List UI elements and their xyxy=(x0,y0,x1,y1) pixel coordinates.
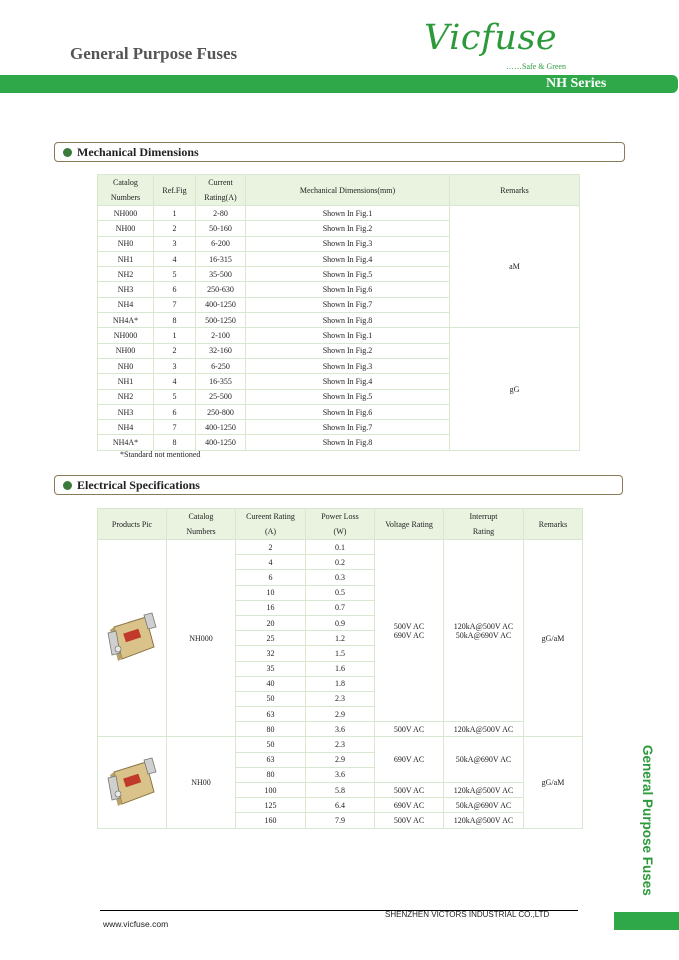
table-cell: NH00 xyxy=(98,221,154,236)
table-cell: NH4A* xyxy=(98,313,154,328)
col-catalog-numbers: Catalog Numbers xyxy=(167,509,236,540)
table-cell: 6 xyxy=(236,570,306,585)
table-row xyxy=(98,540,583,555)
table-cell: 4 xyxy=(236,555,306,570)
brand-logo: Vicfuse xyxy=(424,18,558,58)
table-cell: 32-160 xyxy=(196,343,246,358)
table-cell: Shown In Fig.7 xyxy=(246,420,450,435)
side-tab-label: General Purpose Fuses xyxy=(640,745,655,896)
table-cell: NH0 xyxy=(98,358,154,373)
interrupt-value: 50kA@690V AC xyxy=(455,630,512,640)
catalog-cell: NH00 xyxy=(167,737,236,828)
table-cell: 40 xyxy=(236,676,306,691)
table-cell: 0.7 xyxy=(306,600,375,615)
remarks-cell: aM xyxy=(450,206,580,328)
table-cell: 500-1250 xyxy=(196,313,246,328)
voltage-cell: 500V AC xyxy=(375,813,444,828)
table-cell: 6 xyxy=(154,282,196,297)
table-cell: 160 xyxy=(236,813,306,828)
table-cell: 1 xyxy=(154,328,196,343)
section-heading: Mechanical Dimensions xyxy=(77,145,199,159)
col-products-pic: Products Pic xyxy=(98,509,167,540)
table-cell: 4 xyxy=(154,251,196,266)
section-electrical-specifications xyxy=(54,475,623,495)
table-cell: 10 xyxy=(236,585,306,600)
voltage-cell: 500V AC xyxy=(375,722,444,737)
table-cell: 25-500 xyxy=(196,389,246,404)
table-cell: 63 xyxy=(236,752,306,767)
table-row xyxy=(98,737,583,752)
col-voltage-rating: Voltage Rating xyxy=(375,509,444,540)
table-cell: 2 xyxy=(236,540,306,555)
table-cell: 80 xyxy=(236,722,306,737)
col-current-rating: Current Rating(A) xyxy=(196,175,246,206)
table-cell: 8 xyxy=(154,435,196,450)
table-cell: 100 xyxy=(236,783,306,798)
table-cell: 32 xyxy=(236,646,306,661)
bullet-icon xyxy=(63,148,72,157)
col-power-loss: Power Loss (W) xyxy=(306,509,375,540)
table-cell: 0.2 xyxy=(306,555,375,570)
fuse-product-icon xyxy=(106,609,158,667)
section-mechanical-dimensions xyxy=(54,142,625,162)
table-cell: 2.9 xyxy=(306,752,375,767)
table-cell: 1 xyxy=(154,206,196,221)
interrupt-cell: 120kA@500V AC xyxy=(444,722,524,737)
table-cell: 6-250 xyxy=(196,358,246,373)
table-cell: 250-630 xyxy=(196,282,246,297)
page-title: General Purpose Fuses xyxy=(70,44,238,63)
table-cell: 50-160 xyxy=(196,221,246,236)
table-cell: 20 xyxy=(236,615,306,630)
table-cell: 5 xyxy=(154,389,196,404)
col-mechanical-dimensions: Mechanical Dimensions(mm) xyxy=(246,175,450,206)
interrupt-value: 120kA@500V AC xyxy=(453,621,514,631)
table-cell: 6.4 xyxy=(306,798,375,813)
table-cell: 4 xyxy=(154,374,196,389)
table-row xyxy=(98,328,580,343)
voltage-cell: 690V AC xyxy=(375,737,444,783)
table-cell: 400-1250 xyxy=(196,297,246,312)
voltage-cell xyxy=(375,540,444,722)
table-cell: NH4 xyxy=(98,420,154,435)
table-cell: Shown In Fig.3 xyxy=(246,236,450,251)
table-row xyxy=(98,206,580,221)
table-cell: 0.1 xyxy=(306,540,375,555)
table-cell: 400-1250 xyxy=(196,420,246,435)
interrupt-cell: 50kA@690V AC xyxy=(444,798,524,813)
voltage-value: 500V AC xyxy=(393,621,425,631)
table-cell: 16-315 xyxy=(196,251,246,266)
table-cell: 3 xyxy=(154,358,196,373)
table-header-row xyxy=(98,509,583,540)
table-cell: 3.6 xyxy=(306,767,375,782)
table-cell: 2 xyxy=(154,221,196,236)
table-cell: NH4 xyxy=(98,297,154,312)
table-cell: 1.8 xyxy=(306,676,375,691)
interrupt-cell: 120kA@500V AC xyxy=(444,813,524,828)
table-cell: 3.6 xyxy=(306,722,375,737)
table-cell: 8 xyxy=(154,313,196,328)
voltage-cell: 690V AC xyxy=(375,798,444,813)
table-cell: NH1 xyxy=(98,251,154,266)
table-cell: Shown In Fig.5 xyxy=(246,389,450,404)
table-header-row xyxy=(98,175,580,206)
table-cell: 2-100 xyxy=(196,328,246,343)
table-cell: NH0 xyxy=(98,236,154,251)
table-cell: 0.3 xyxy=(306,570,375,585)
table-cell: Shown In Fig.1 xyxy=(246,206,450,221)
col-interrupt-rating: Interrupt Rating xyxy=(444,509,524,540)
product-pic-cell xyxy=(98,737,167,828)
table-cell: NH3 xyxy=(98,282,154,297)
table-cell: 50 xyxy=(236,737,306,752)
table-cell: 7 xyxy=(154,297,196,312)
col-remarks: Remarks xyxy=(450,175,580,206)
mechanical-dimensions-table xyxy=(97,174,580,451)
table-cell: NH00 xyxy=(98,343,154,358)
remarks-cell: gG xyxy=(450,328,580,450)
table-cell: NH1 xyxy=(98,374,154,389)
table-cell: 2-80 xyxy=(196,206,246,221)
interrupt-cell xyxy=(444,540,524,722)
table-cell: 0.9 xyxy=(306,615,375,630)
table-cell: Shown In Fig.3 xyxy=(246,358,450,373)
table-cell: 400-1250 xyxy=(196,435,246,450)
side-block xyxy=(614,912,679,930)
voltage-cell: 500V AC xyxy=(375,783,444,798)
table-cell: 50 xyxy=(236,691,306,706)
table-cell: 125 xyxy=(236,798,306,813)
table-cell: 1.6 xyxy=(306,661,375,676)
table-cell: 3 xyxy=(154,236,196,251)
table-cell: 6-200 xyxy=(196,236,246,251)
bullet-icon xyxy=(63,481,72,490)
table-cell: Shown In Fig.5 xyxy=(246,267,450,282)
col-catalog-numbers: Catalog Numbers xyxy=(98,175,154,206)
table-cell: Shown In Fig.4 xyxy=(246,374,450,389)
table-cell: NH2 xyxy=(98,267,154,282)
table-cell: 7 xyxy=(154,420,196,435)
table-cell: Shown In Fig.8 xyxy=(246,435,450,450)
brand-tagline: ……Safe & Green xyxy=(506,62,566,71)
table-cell: 6 xyxy=(154,404,196,419)
col-current-rating: Cureent Rating (A) xyxy=(236,509,306,540)
website-link[interactable]: www.vicfuse.com xyxy=(103,919,169,929)
footnote: *Standard not mentioned xyxy=(120,450,201,459)
remarks-cell: gG/aM xyxy=(524,737,583,828)
interrupt-cell: 50kA@690V AC xyxy=(444,737,524,783)
fuse-product-icon xyxy=(106,754,158,812)
table-cell: Shown In Fig.2 xyxy=(246,221,450,236)
table-cell: 35-500 xyxy=(196,267,246,282)
table-cell: Shown In Fig.4 xyxy=(246,251,450,266)
table-cell: NH2 xyxy=(98,389,154,404)
table-cell: 80 xyxy=(236,767,306,782)
table-cell: 1.2 xyxy=(306,631,375,646)
table-cell: 25 xyxy=(236,631,306,646)
catalog-cell: NH000 xyxy=(167,540,236,737)
table-cell: 16-355 xyxy=(196,374,246,389)
table-cell: Shown In Fig.2 xyxy=(246,343,450,358)
table-cell: Shown In Fig.6 xyxy=(246,282,450,297)
table-cell: 1.5 xyxy=(306,646,375,661)
table-cell: 2.9 xyxy=(306,707,375,722)
table-cell: NH3 xyxy=(98,404,154,419)
voltage-value: 690V AC xyxy=(393,630,425,640)
table-cell: NH000 xyxy=(98,328,154,343)
interrupt-cell: 120kA@500V AC xyxy=(444,783,524,798)
table-cell: 16 xyxy=(236,600,306,615)
col-ref-fig: Ref.Fig xyxy=(154,175,196,206)
table-cell: 0.5 xyxy=(306,585,375,600)
section-heading: Electrical Specifications xyxy=(77,478,200,492)
table-cell: 63 xyxy=(236,707,306,722)
company-name: SHENZHEN VICTORS INDUSTRIAL CO.,LTD xyxy=(385,910,550,919)
table-cell: Shown In Fig.7 xyxy=(246,297,450,312)
table-cell: 5.8 xyxy=(306,783,375,798)
table-cell: 2 xyxy=(154,343,196,358)
remarks-cell: gG/aM xyxy=(524,540,583,737)
electrical-specifications-table xyxy=(97,508,583,829)
table-cell: 2.3 xyxy=(306,737,375,752)
col-remarks: Remarks xyxy=(524,509,583,540)
table-cell: NH000 xyxy=(98,206,154,221)
table-cell: 35 xyxy=(236,661,306,676)
table-cell: 5 xyxy=(154,267,196,282)
table-cell: Shown In Fig.6 xyxy=(246,404,450,419)
table-cell: 7.9 xyxy=(306,813,375,828)
table-cell: Shown In Fig.1 xyxy=(246,328,450,343)
series-label: NH Series xyxy=(546,76,607,91)
table-cell: 250-800 xyxy=(196,404,246,419)
table-cell: NH4A* xyxy=(98,435,154,450)
side-tab xyxy=(635,745,675,915)
table-cell: Shown In Fig.8 xyxy=(246,313,450,328)
product-pic-cell xyxy=(98,540,167,737)
table-cell: 2.3 xyxy=(306,691,375,706)
